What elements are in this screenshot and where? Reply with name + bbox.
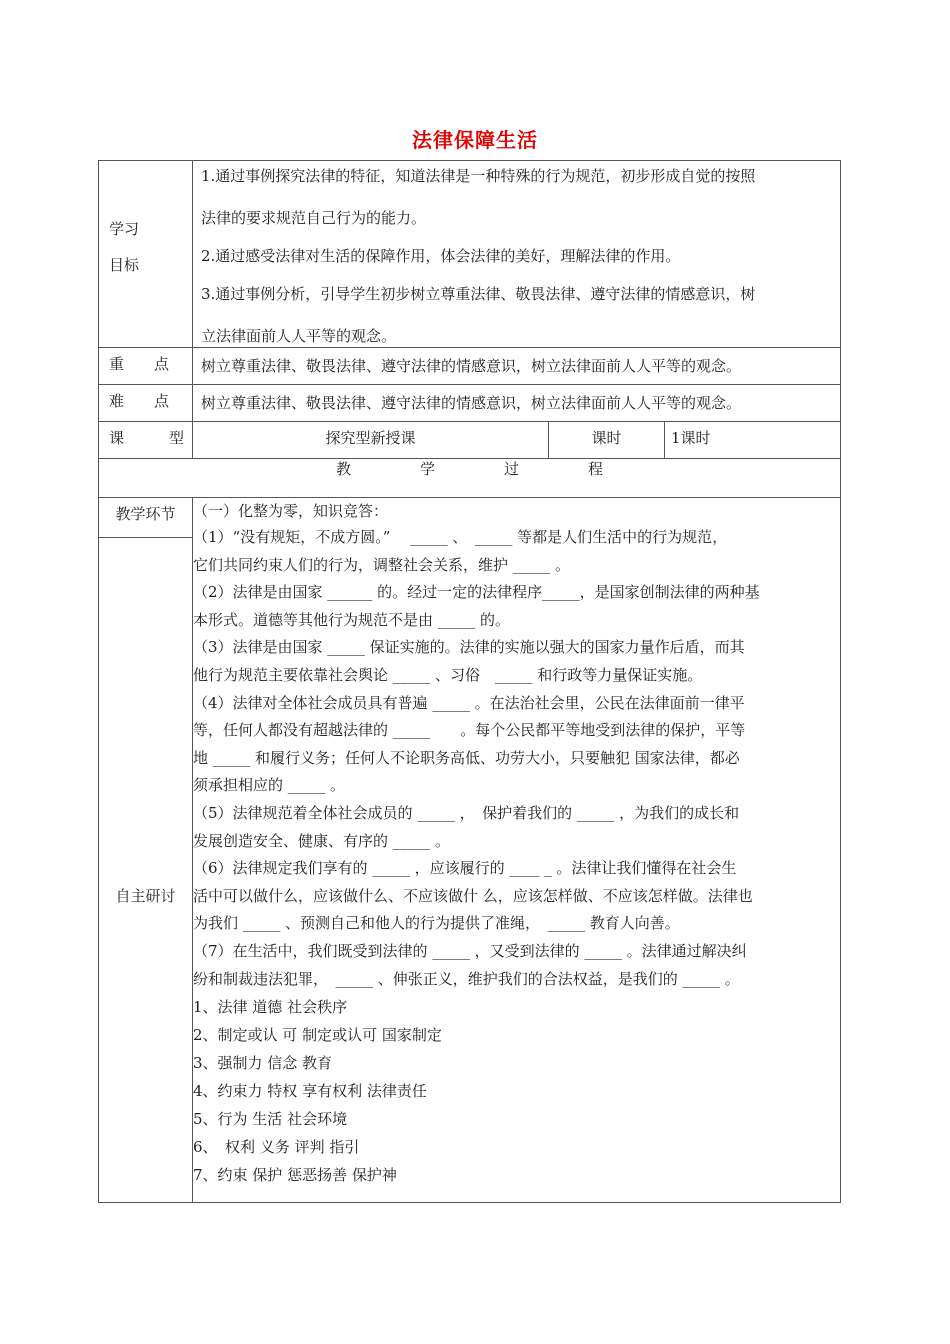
answer-line: 3、强制力 信念 教育: [193, 1054, 333, 1073]
lesson-type-label: 课 型: [99, 422, 193, 459]
question-line: 本形式。道德等其他行为规范不是由 _____ 的。: [193, 610, 511, 629]
question-line: 地 _____ 和履行义务；任何人不论职务高低、功劳大小，只要触犯 国家法律，都必: [193, 748, 740, 767]
key-point-label: 重 点: [99, 348, 193, 385]
question-line: （3）法律是由国家 _____ 保证实施的。法律的实施以强大的国家力量作后盾，而其: [193, 638, 745, 657]
difficulty-row: [99, 385, 841, 422]
objective-line: 立法律面前人人平等的观念。: [201, 327, 397, 345]
question-line: 为我们 _____ 、预测自己和他人的行为提供了准绳， _____ 教育人向善。: [193, 914, 680, 933]
section-title: （一）化整为零，知识竞答：: [193, 502, 389, 520]
objectives-label-line1: 学习: [109, 220, 140, 238]
question-line: 他行为规范主要依靠社会舆论 _____ 、习俗 _____ 和行政等力量保证实施。: [193, 665, 703, 684]
question-list: [193, 524, 840, 993]
process-header-row: [99, 459, 841, 498]
lesson-hours-value: 1课时: [665, 422, 841, 459]
lesson-info-row: [99, 422, 841, 459]
process-char: 教: [336, 460, 352, 478]
question-line: （4）法律对全体社会成员具有普遍 _____ 。在法治社会里，公民在法律面前一律平: [193, 693, 745, 712]
lesson-hours-label: 课时: [549, 422, 665, 459]
objective-line: 2.通过感受法律对生活的保障作用，体会法律的美好，理解法律的作用。: [201, 247, 681, 265]
page-title: 法律保障生活: [412, 128, 538, 152]
answer-line: 6、 权利 义务 评判 指引: [193, 1138, 360, 1157]
difficulty-text: 树立尊重法律、敬畏法律、遵守法律的情感意识，树立法律面前人人平等的观念。: [193, 385, 841, 422]
objective-line: 3.通过事例分析，引导学生初步树立尊重法律、敬畏法律、遵守法律的情感意识，树: [201, 285, 756, 303]
answer-line: 5、行为 生活 社会环境: [193, 1110, 348, 1129]
objective-line: 1.通过事例探究法律的特征，知道法律是一种特殊的行为规范，初步形成自觉的按照: [201, 167, 756, 185]
lesson-type-value: 探究型新授课: [193, 422, 549, 459]
step-content: [193, 498, 841, 1203]
question-line: 发展创造安全、健康、有序的 _____ 。: [193, 831, 451, 850]
question-line: 活中可以做什么，应该做什么、不应该做什 么，应该怎样做、不应该怎样做。法律也: [193, 886, 753, 905]
objective-line: 法律的要求规范自己行为的能力。: [201, 209, 427, 227]
question-line: （7）在生活中，我们既受到法律的 _____ ，又受到法律的 _____ 。法律通过解决纠: [193, 941, 747, 960]
process-char: 程: [588, 460, 604, 478]
objectives-label-line2: 目标: [109, 256, 140, 274]
step-column: [99, 498, 193, 1203]
objectives-content: [193, 161, 841, 348]
step-header: 教学环节: [99, 498, 192, 538]
key-point-row: [99, 348, 841, 385]
objectives-row: [99, 161, 841, 348]
answer-line: 2、制定或认 可 制定或认可 国家制定: [193, 1026, 442, 1045]
answer-line: 4、约束力 特权 享有权利 法律责任: [193, 1082, 427, 1101]
process-header: [99, 459, 841, 498]
question-line: 它们共同约束人们的行为，调整社会关系，维护 _____ 。: [193, 555, 571, 574]
difficulty-label: 难 点: [99, 385, 193, 422]
question-line: 等，任何人都没有超越法律的 _____ 。每个公民都平等地受到法律的保护，平等: [193, 721, 746, 740]
question-line: （5）法律规范着全体社会成员的 _____ ， 保护着我们的 _____ ，为我们的成长和: [193, 803, 740, 822]
step-name: 自主研讨: [115, 887, 176, 905]
key-point-text: 树立尊重法律、敬畏法律、遵守法律的情感意识，树立法律面前人人平等的观念。: [193, 348, 841, 385]
question-line: 纷和制裁违法犯罪， _____ 、伸张正义，维护我们的合法权益，是我们的 _____ 。: [193, 969, 740, 988]
process-char: 过: [504, 460, 520, 478]
process-char: 学: [420, 460, 436, 478]
question-line: （2）法律是由国家 ______ 的。经过一定的法律程序_____，是国家创制法律的两种基: [193, 583, 760, 602]
lesson-plan-table: [98, 160, 841, 1203]
answer-list: [193, 993, 840, 1189]
objectives-label-cell: [99, 161, 193, 348]
question-line: （1）“没有规矩，不成方圆。” _____ 、 _____ 等都是人们生活中的行为规范，: [193, 528, 728, 546]
teaching-step-row: [99, 498, 841, 1203]
step-name-cell: [99, 538, 192, 1202]
question-line: 须承担相应的 _____ 。: [193, 776, 346, 795]
answer-line: 7、约束 保护 惩恶扬善 保护神: [193, 1166, 397, 1185]
answer-line: 1、法律 道德 社会秩序: [193, 998, 348, 1017]
question-line: （6）法律规定我们享有的 _____ ，应该履行的 ____ _ 。法律让我们懂得在社会生: [193, 859, 737, 878]
